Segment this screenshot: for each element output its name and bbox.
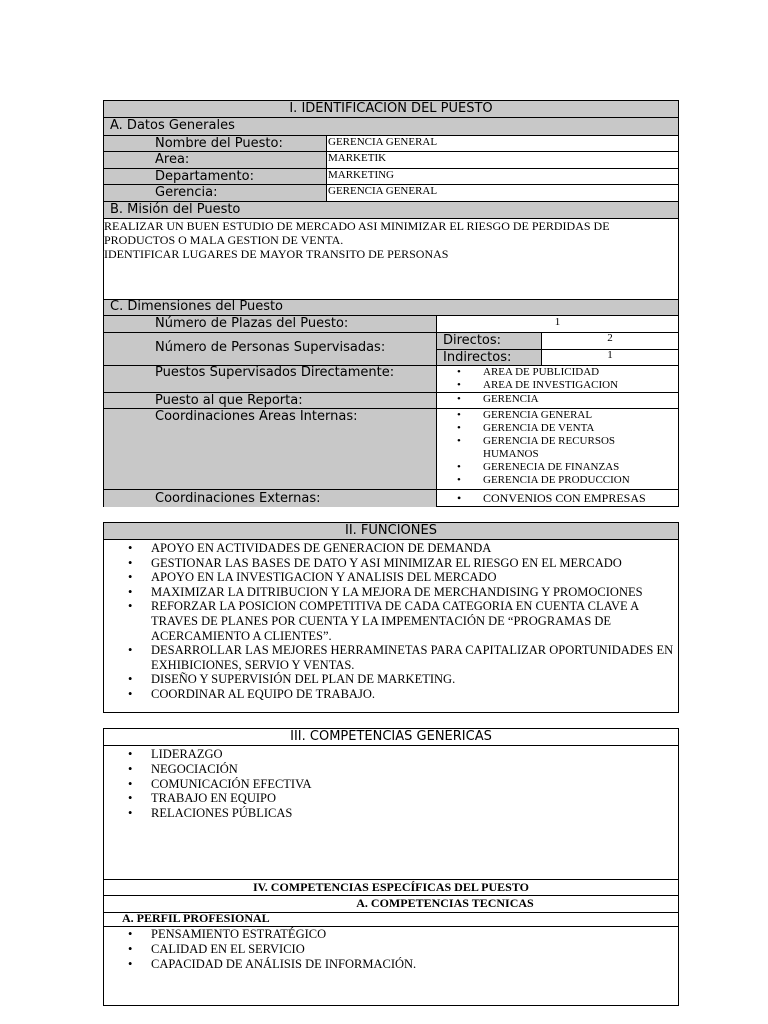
section-competencias <box>103 728 679 1006</box>
section-iv-subtitle: A. COMPETENCIAS TECNICAS <box>104 895 678 912</box>
mision-line: REALIZAR UN BUEN ESTUDIO DE MERCADO ASI MINIMIZAR EL RIESGO DE PERDIDAS DE <box>104 219 610 233</box>
subsection-title: A. Datos Generales <box>104 117 678 135</box>
list-item: • GERENCIA <box>437 393 678 405</box>
field-label: Nombre del Puesto: <box>104 136 326 151</box>
list-item: • PENSAMIENTO ESTRATÉGICO <box>104 927 678 942</box>
mision-line: PRODUCTOS O MALA GESTION DE VENTA. <box>104 233 344 247</box>
list-cell <box>436 409 678 489</box>
competencias-genericas-list <box>104 745 678 879</box>
section-iv-title: IV. COMPETENCIAS ESPECÍFICAS DEL PUESTO <box>104 879 678 895</box>
list-item: • GERENECIA DE FINANZAS <box>437 461 678 474</box>
section-title: III. COMPETENCIAS GENERICAS <box>290 729 492 744</box>
general-row <box>104 151 678 168</box>
list-item: • COMUNICACIÓN EFECTIVA <box>104 777 678 792</box>
list-item: • GERENCIA DE VENTA <box>437 422 678 435</box>
list-item: • LIDERAZGO <box>104 747 678 762</box>
directos-label: Directos: <box>436 333 541 349</box>
field-value: MARKETIK <box>326 152 678 168</box>
field-label: Departamento: <box>104 169 326 184</box>
list-item: • COORDINAR AL EQUIPO DE TRABAJO. <box>104 687 678 702</box>
plazas-row <box>104 315 678 332</box>
field-label: Coordinaciones Areas Internas: <box>104 409 436 489</box>
list-item: • REFORZAR LA POSICION COMPETITIVA DE CADA CATEGORIA EN CUENTA CLAVE A TRAVES DE PLANES POR CUENTA Y LA IMPEMENTACIÓN DE “PROGRAMAS DE ACERCAMIENTO A CLIENTES”. <box>104 599 678 643</box>
list-item: • CAPACIDAD DE ANÁLISIS DE INFORMACIÓN. <box>104 957 678 972</box>
section-title: I. IDENTIFICACION DEL PUESTO <box>104 101 678 117</box>
externas-row <box>104 489 678 506</box>
field-label: Puestos Supervisados Directamente: <box>104 366 436 392</box>
general-row <box>104 168 678 184</box>
directos-value: 2 <box>541 333 678 349</box>
mision-text <box>104 218 678 299</box>
section-title: II. FUNCIONES <box>104 523 678 539</box>
list-item: • GESTIONAR LAS BASES DE DATO Y ASI MINIMIZAR EL RIESGO EN EL MERCADO <box>104 556 678 571</box>
list-item: • RELACIONES PÚBLICAS <box>104 806 678 821</box>
list-item: • MAXIMIZAR LA DITRIBUCION Y LA MEJORA DE MERCHANDISING Y PROMOCIONES <box>104 585 678 600</box>
field-value: GERENCIA GENERAL <box>326 136 678 151</box>
field-label: Coordinaciones Externas: <box>104 490 436 507</box>
list-item: • APOYO EN LA INVESTIGACION Y ANALISIS DEL MERCADO <box>104 570 678 585</box>
field-value: MARKETING <box>326 169 678 184</box>
field-value: GERENCIA GENERAL <box>326 185 678 201</box>
field-label: Gerencia: <box>104 185 326 201</box>
list-item: • CALIDAD EN EL SERVICIO <box>104 942 678 957</box>
list-cell <box>436 490 678 507</box>
list-item: • CONVENIOS CON EMPRESAS <box>437 490 678 506</box>
subsection-title: C. Dimensiones del Puesto <box>104 299 678 315</box>
mision-line: IDENTIFICAR LUGARES DE MAYOR TRANSITO DE PERSONAS <box>104 247 449 261</box>
list-item: • NEGOCIACIÓN <box>104 762 678 777</box>
list-item: • GERENCIA DE PRODUCCION <box>437 474 678 487</box>
internas-row <box>104 408 678 489</box>
list-item: • AREA DE PUBLICIDAD <box>437 366 678 379</box>
section-identificacion <box>103 100 679 507</box>
section-funciones <box>103 522 679 713</box>
list-cell <box>436 393 678 408</box>
perfil-title: A. PERFIL PROFESIONAL <box>104 912 678 926</box>
list-item: • APOYO EN ACTIVIDADES DE GENERACION DE DEMANDA <box>104 541 678 556</box>
supervisadas-row <box>104 332 678 365</box>
field-label: Número de Plazas del Puesto: <box>104 316 436 332</box>
list-item: • DISEÑO Y SUPERVISIÓN DEL PLAN DE MARKETING. <box>104 672 678 687</box>
list-item: • GERENCIA GENERAL <box>437 409 678 422</box>
indirectos-label: Indirectos: <box>436 349 541 365</box>
puestos-supervisados-row <box>104 365 678 392</box>
field-label: Puesto al que Reporta: <box>104 393 436 408</box>
list-cell <box>436 366 678 392</box>
reporta-row <box>104 392 678 408</box>
indirectos-value: 1 <box>541 349 678 365</box>
funciones-list <box>104 539 678 712</box>
list-item: • AREA DE INVESTIGACION <box>437 379 678 392</box>
subsection-title: B. Misión del Puesto <box>104 201 678 218</box>
general-row <box>104 184 678 201</box>
list-item: • TRABAJO EN EQUIPO <box>104 791 678 806</box>
field-value: 1 <box>436 316 678 332</box>
general-row <box>104 135 678 151</box>
field-label: Número de Personas Supervisadas: <box>104 333 436 365</box>
field-label: Area: <box>104 152 326 168</box>
list-item: • GERENCIA DE RECURSOS HUMANOS <box>437 435 633 461</box>
perfil-list <box>104 926 678 1005</box>
list-item: • DESARROLLAR LAS MEJORES HERRAMINETAS PARA CAPITALIZAR OPORTUNIDADES EN EXHIBICIONES, SERVIO Y VENTAS. <box>104 643 678 672</box>
